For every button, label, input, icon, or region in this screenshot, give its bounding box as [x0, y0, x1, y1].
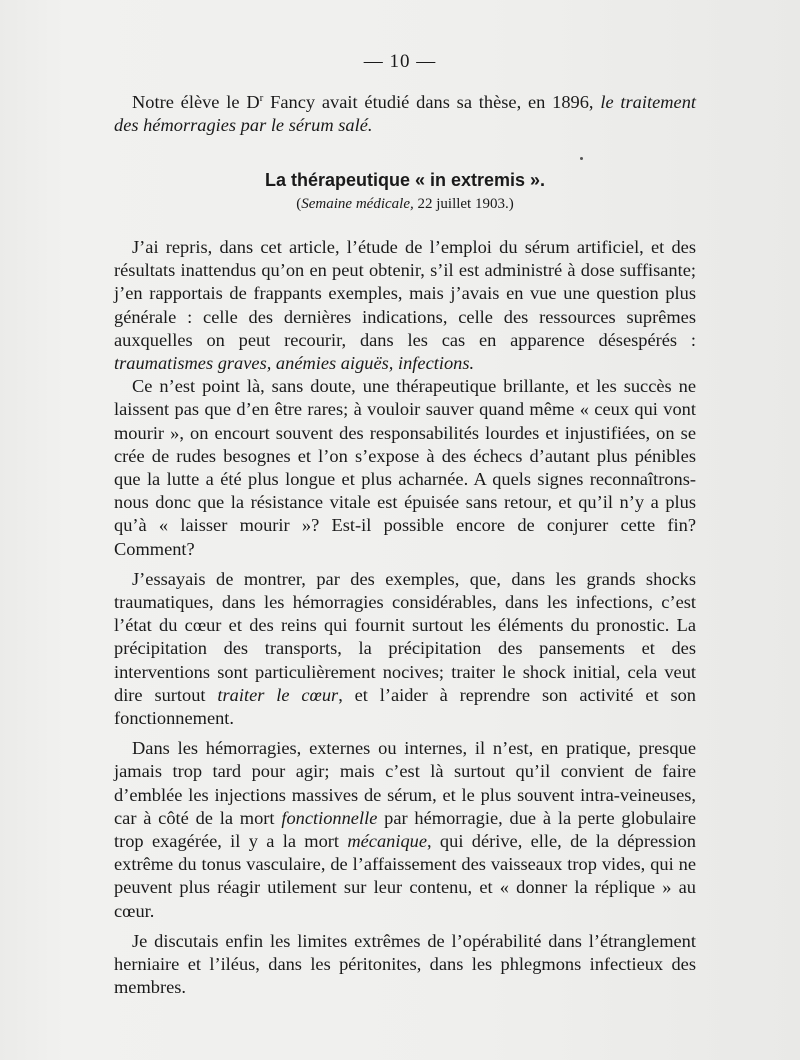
paragraph-3-italic: traiter le cœur	[217, 684, 339, 705]
paragraph-4-text1: Dans les hémorragies, externes ou internes, il n’est, en pratique, presque jamais trop tard pour agir; mais c’est là surtout qu’il convient de faire d’emblée les injections massives de sérum, et le plus souvent intra-veineuses, car à côté de la mort	[114, 738, 696, 828]
intro-paragraph	[114, 87, 696, 138]
section-source	[114, 196, 696, 213]
paragraph-1	[114, 236, 696, 375]
paragraph-4-text3: , qui dérive, elle, de la dépression extrême du tonus vasculaire, de l’affaissement des vaisseaux trop vides, qui ne peuvent plus réagir utilement sur leur contenu, et « donner la réplique » au cœur.	[114, 831, 696, 921]
paragraph-3	[114, 568, 696, 730]
paragraph-2: Ce n’est point là, sans doute, une thérapeutique brillante, et les succès ne laissent pas que d’en être rares; à vouloir sauver quand même « ceux qui vont mourir », on encourt souvent des responsabilités lourdes et injustifiées, on se crée de rudes besognes et l’on s’expose à des échecs d’autant plus pénibles que la lutte a été plus longue et plus acharnée. A quels signes reconnaîtrons-nous donc que la résistance vitale est épuisée sans retour, et qu’il n’y a plus qu’à « laisser mourir »? Est-il possible encore de conjurer cette fin? Comment?	[114, 376, 696, 559]
paragraph-4-italic1: fonctionnelle	[281, 807, 378, 828]
intro-text-part2: Fancy avait étudié dans sa thèse, en 1896,	[263, 92, 601, 113]
paragraph-3-text1: J’essayais de montrer, par des exemples, que, dans les grands shocks traumatiques, dans les hémorragies considérables, dans les infections, c’est l’état du cœur et des reins qui fournit surtout les éléments du pronostic. La précipitation des transports, la précipitation des pansements et des interventions sont particulièrement nocives; traiter le shock initial, cela veut dire surtout	[114, 568, 696, 705]
page-number: — 10 —	[363, 51, 437, 72]
source-open: (	[296, 196, 302, 212]
paragraph-4-text2: par hémorragie, due à la perte globulaire trop exagérée, il y a la mort	[114, 807, 696, 852]
paragraph-5: Je discutais enfin les limites extrêmes de l’opérabilité dans l’étranglement herniaire et l’iléus, dans les péritonites, dans les phlegmons infectieux des membres.	[114, 930, 696, 998]
intro-text-part1: Notre élève le D	[132, 92, 260, 113]
source-journal: Semaine médicale,	[301, 196, 414, 212]
paragraph-4-italic2: mécanique	[347, 831, 428, 852]
intro-text	[114, 87, 696, 138]
source-date: 22 juillet 1903.)	[413, 196, 514, 212]
paragraph-1-text: J’ai repris, dans cet article, l’étude de l’emploi du sérum artificiel, et des résultats inattendus qu’on en peut obtenir, s’il est administré à dose suffisante; j’en rapportais de frappants exemples, mais j’avais en vue une question plus générale : celle des dernières indications, celle des ressources suprêmes auxquelles on peut recourir, dans les cas en apparence désespérés :	[114, 237, 696, 350]
paragraph-3-text2: , et l’aider à reprendre son activité et son fonctionnement.	[114, 684, 697, 729]
paragraph-4	[114, 737, 696, 923]
article-body	[114, 236, 696, 1000]
paragraph-1-italic: traumatismes graves, anémies aiguës, infections.	[114, 353, 475, 374]
ink-speck	[580, 157, 583, 160]
intro-italic-title: le traitement des hémorragies par le sérum salé.	[114, 92, 696, 136]
section-title: La thérapeutique « in extremis ».	[264, 170, 546, 190]
intro-superscript: r	[259, 92, 264, 104]
